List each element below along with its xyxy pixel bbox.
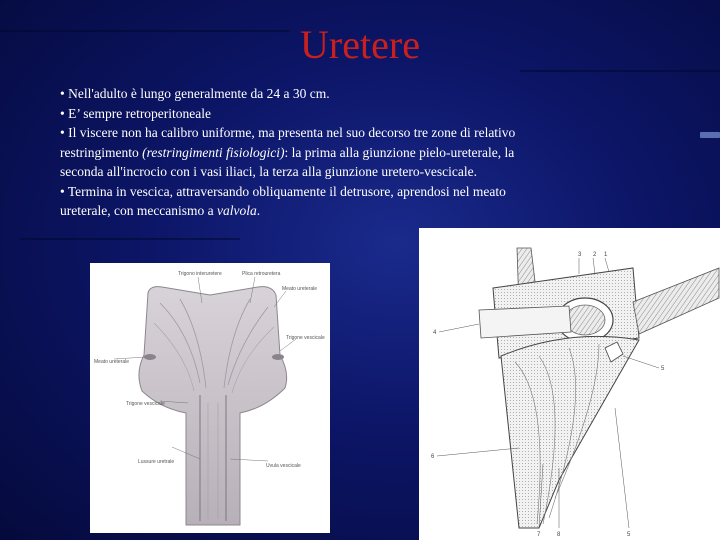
fig-number: 1 [604,252,608,258]
ureter-drawing [419,228,720,540]
fig-number: 3 [578,252,582,258]
text-line: seconda all'incrocio con i vasi iliaci, la terza alla giunzione uretero-vescicale. [60,164,477,179]
fig-number: 7 [537,532,541,538]
background-streak [700,132,720,138]
text-line: • E’ sempre retroperitoneale [60,105,212,121]
text-line-end: : la prima alla giunzione pielo-ureterale, la [284,144,515,160]
fig-number: 8 [557,532,561,538]
fig-label: Trigone vescicale [286,335,325,341]
fig-label: Plica retrouretera [242,271,281,277]
text-line-start: ureterale, con meccanismo a [60,203,218,218]
slide-title: Uretere [300,22,420,67]
fig-number: 5 [661,366,665,372]
bullet-paragraph [60,123,620,182]
fig-number: 2 [593,252,597,258]
fig-number: 5 [627,532,631,538]
text-line-end: . [256,203,261,218]
italic-term: valvola [217,203,257,218]
fig-label: Uvula vescicale [266,463,301,469]
bullet-paragraph [60,84,620,104]
ureteral-orifice-right [272,354,284,360]
slide-body [60,84,620,221]
bladder-trigone-illustration [90,263,330,533]
fig-label: Meato ureterale [94,359,130,365]
fig-number: 4 [433,330,437,336]
background-streak [520,70,720,72]
italic-term: (restringimenti fisiologici) [142,144,285,160]
bullet-paragraph [60,182,620,221]
fig-number: 6 [431,454,435,460]
bullet-paragraph [60,104,620,124]
bladder-funnel [501,336,639,528]
ureter-detrusor-illustration [419,228,720,540]
ureter-lower [633,268,719,334]
background-streak [20,238,240,240]
fig-label: Lussure uretrale [138,459,175,465]
bladder-drawing [90,263,330,533]
text-line-start: restringimento [60,144,143,160]
ureter-segment [479,306,571,338]
fig-label: Meato ureterale [282,286,318,292]
text-line: • Nell'adulto è lungo generalmente da 24 a 30 cm. [60,86,330,101]
fig-label: Trigone vescicale [126,401,165,407]
fig-label: Trigono interuretere [178,271,222,277]
text-line: • Il viscere non ha calibro uniforme, ma presenta nel suo decorso tre zone di relativo [60,125,516,140]
text-line: • Termina in vescica, attraversando obliquamente il detrusore, aprendosi nel meato [60,183,506,199]
